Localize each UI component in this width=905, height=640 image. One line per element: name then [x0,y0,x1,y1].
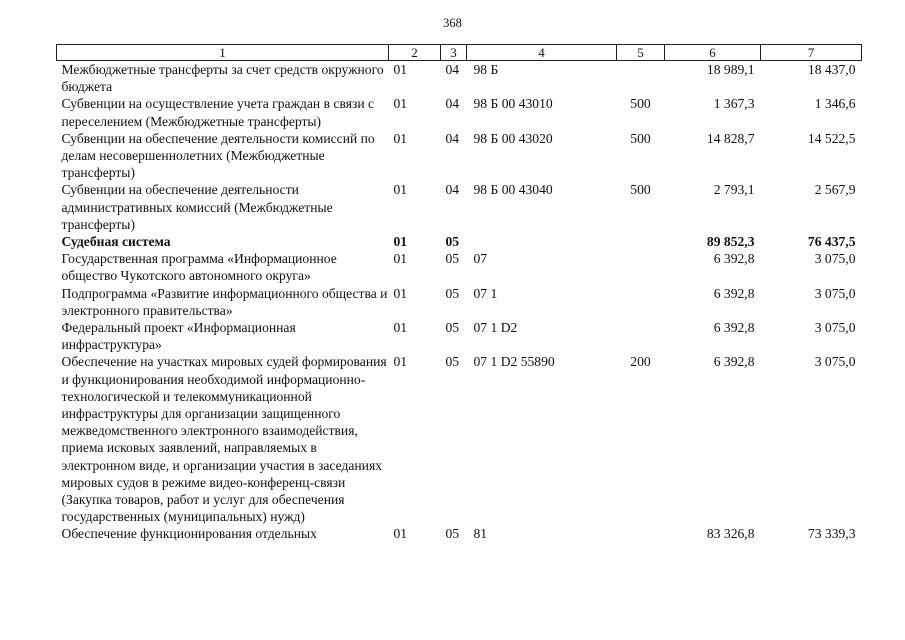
row-code-expense-type [617,525,665,542]
row-amount-year-2: 3 075,0 [814,320,856,336]
row-code-target: 98 Б [473,62,499,77]
row-code-section: 01 [393,285,408,301]
row-code-target: 98 Б 00 43020 [473,130,553,146]
row-amount-year-1: 1 367,3 [713,96,755,112]
row-code-subsection: 05 [445,285,460,301]
row-code-section: 01 [393,234,408,250]
row-code-target: 07 1 [473,285,498,301]
row-amount-year-1: 6 392,8 [713,354,755,370]
row-amount-year-2: 1 346,6 [814,96,856,112]
row-code-section: 01 [393,182,408,198]
row-amount-year-2: 3 075,0 [814,285,856,301]
row-code-target: 07 1 D2 55890 [473,354,555,370]
row-amount-year-1: 6 392,8 [713,251,755,267]
row-amount-year-2: 3 075,0 [814,354,856,370]
row-code-target: 81 [473,526,488,542]
row-code-section: 01 [393,526,408,542]
row-amount-year-1: 6 392,8 [713,320,755,336]
table-row [57,95,862,129]
row-code-expense-type [617,61,665,96]
row-code-expense-type: 500 [630,182,651,198]
row-code-target: 07 1 D2 [473,320,518,336]
row-code-expense-type [617,233,665,250]
row-code-section: 01 [393,96,408,112]
row-code-section: 01 [393,251,408,267]
row-code-expense-type [617,250,665,284]
row-amount-year-2: 14 522,5 [807,130,856,146]
table-row [57,130,862,182]
row-code-section: 01 [393,320,408,336]
row-code-target: 07 [473,251,488,267]
column-header-7: 7 [761,45,862,61]
row-code-subsection: 05 [445,526,460,542]
row-description: Федеральный проект «Информационная инфраструктура» [61,320,296,353]
row-amount-year-2: 2 567,9 [814,182,856,198]
page-number: 368 [443,16,462,30]
row-amount-year-2: 73 339,3 [807,526,856,542]
table-row [57,285,862,319]
row-description: Судебная система [61,234,171,250]
row-description: Межбюджетные трансферты за счет средств окружного бюджета [61,62,384,95]
row-code-target [467,233,617,250]
row-code-expense-type: 500 [630,130,651,146]
row-amount-year-2: 3 075,0 [814,251,856,267]
row-amount-year-2: 18 437,0 [807,62,856,77]
row-amount-year-1: 2 793,1 [713,182,755,198]
row-amount-year-1: 18 989,1 [706,62,755,77]
row-amount-year-1: 14 828,7 [706,130,755,146]
budget-table [56,44,862,543]
row-code-subsection: 04 [445,62,460,77]
row-description: Субвенции на осуществление учета граждан в связи с переселением (Межбюджетные трансферты) [61,96,375,129]
row-description: Подпрограмма «Развитие информационного общества и электронного правительства» [61,285,388,318]
row-description: Обеспечение функционирования отдельных [61,526,317,542]
row-code-subsection: 05 [445,251,460,267]
table-row [57,61,862,96]
table-row [57,353,862,525]
table-row [57,181,862,233]
column-header-5: 5 [617,45,665,61]
row-code-expense-type: 500 [630,96,651,112]
row-code-section: 01 [393,130,408,146]
row-code-subsection: 04 [445,96,460,112]
table-row [57,250,862,284]
row-code-section: 01 [393,354,408,370]
row-code-expense-type [617,319,665,353]
row-description: Субвенции на обеспечение деятельности комиссий по делам несовершеннолетних (Межбюджетные трансферты) [61,130,375,181]
column-header-2: 2 [389,45,441,61]
row-code-subsection: 04 [445,130,460,146]
row-description: Обеспечение на участках мировых судей формирования и функционирования необходимой информационно-технологической и телекоммуникационной инфраструктуры для организации защищенного межведомственного электронного взаимодействия, приема исковых заявлений, направляемых в электронном виде, и организации участия в заседаниях мировых судов в режиме видео-конференц-связи (Закупка товаров, работ и услуг для обеспечения государственных (муниципальных) нужд) [61,354,387,525]
row-code-expense-type: 200 [630,354,651,370]
table-row [57,319,862,353]
row-amount-year-1: 6 392,8 [713,285,755,301]
row-description: Субвенции на обеспечение деятельности административных комиссий (Межбюджетные трансферты) [61,182,333,232]
row-code-subsection: 05 [445,234,460,250]
table-header-row [57,45,862,61]
row-amount-year-2: 76 437,5 [807,234,856,250]
table-row [57,233,862,250]
row-amount-year-1: 89 852,3 [706,234,755,250]
row-code-section: 01 [393,62,408,77]
row-code-subsection: 05 [445,354,460,370]
column-header-6: 6 [665,45,761,61]
table-row [57,525,862,542]
row-code-target: 98 Б 00 43010 [473,96,553,112]
row-amount-year-1: 83 326,8 [706,526,755,542]
row-code-target: 98 Б 00 43040 [473,182,553,198]
row-code-subsection: 05 [445,320,460,336]
row-code-expense-type [617,285,665,319]
column-header-4: 4 [467,45,617,61]
column-header-3: 3 [441,45,467,61]
row-code-subsection: 04 [445,182,460,198]
column-header-1: 1 [57,45,389,61]
row-description: Государственная программа «Информационное общество Чукотского автономного округа» [61,251,337,284]
